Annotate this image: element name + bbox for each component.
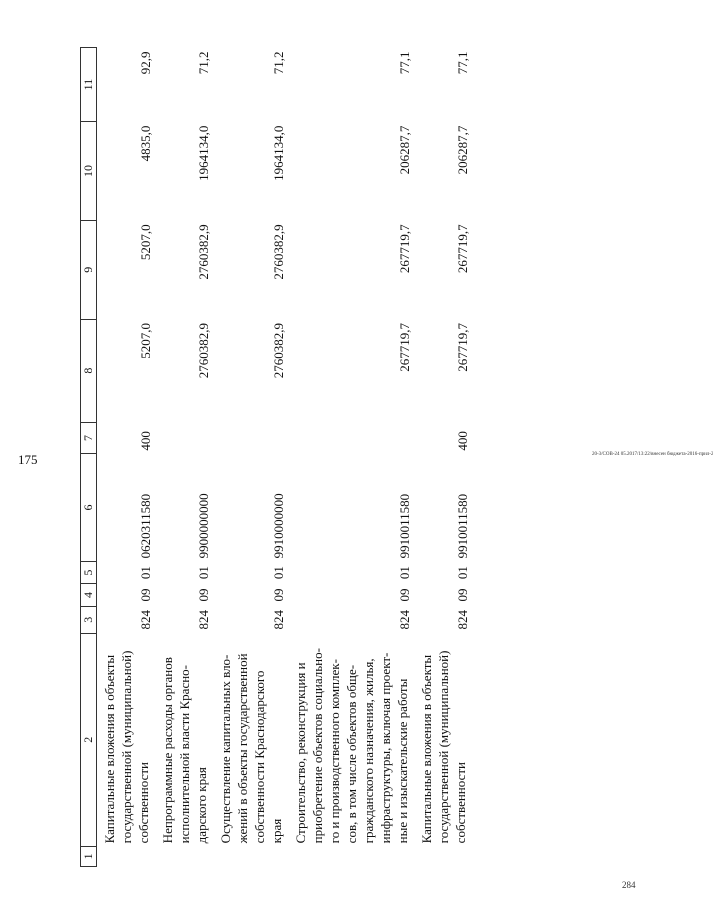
cell-executed-amount: 4835,0 [138,125,153,162]
cell-ministry-code: 824 [138,609,153,630]
cell-target-article: 9910011580 [397,493,412,559]
cell-approved-amount: 2760382,9 [196,323,211,379]
cell-executed-amount: 1964134,0 [271,125,286,181]
item-name-line: жений в объекты государственной [235,653,250,844]
header-col-7: 7 [81,422,97,453]
cell-item-name [213,633,288,846]
item-name-line: Капитальные вложения в объекты [102,654,117,844]
cell-expense-type: 400 [455,431,470,451]
corner-page-number: 284 [622,880,636,890]
item-name-line: исполнительной власти Красно- [177,664,192,844]
cell-row-number [155,846,213,866]
cell-row-number [97,846,156,866]
cell-execution-percent: 77,1 [397,51,412,75]
item-name-line: государственной (муниципальной) [119,650,134,844]
item-name-line: Строительство, реконструкция и [293,662,308,844]
cell-execution-percent: 71,2 [271,51,286,75]
cell-approved-amount: 267719,7 [455,323,470,372]
cell-subsection-code: 01 [271,566,286,580]
cell-subsection-code: 01 [138,566,153,580]
cell-item-name [414,633,472,846]
item-name-line: сов, в том числе объектов обще- [344,664,359,844]
cell-approved-amount: 5207,0 [138,323,153,359]
cell-section-code: 09 [397,588,412,602]
cell-item-name [288,633,414,846]
item-name-line: края [269,818,284,844]
header-col-8: 8 [81,319,97,422]
cell-expense-type: 400 [138,431,153,451]
cell-expense-type [288,422,414,453]
cell-target-article: 9910000000 [271,493,286,559]
cell-budget-list-amount: 5207,0 [138,224,153,261]
cell-section-code: 09 [455,588,470,602]
cell-expense-type [213,422,288,453]
header-col-6: 6 [81,454,97,562]
cell-execution-percent: 77,1 [455,51,470,75]
table-row [213,48,288,867]
cell-execution-percent: 71,2 [196,51,211,75]
cell-target-article: 0620311580 [138,493,153,559]
table-row [288,48,414,867]
header-col-2: 2 [81,633,97,846]
header-col-11: 11 [81,48,97,122]
cell-ministry-code: 824 [397,609,412,630]
header-col-9: 9 [81,220,97,319]
cell-item-name [155,633,213,846]
item-name-line: го и производственного комплек- [327,659,342,844]
item-name-line: инфраструктуры, включая проект- [378,652,393,844]
item-name-line: Капитальные вложения в объекты [419,654,434,844]
cell-budget-list-amount: 267719,7 [397,224,412,274]
cell-row-number [414,846,472,866]
cell-executed-amount: 206287,7 [455,125,470,175]
cell-section-code: 09 [138,588,153,602]
cell-row-number [213,846,288,866]
cell-executed-amount: 1964134,0 [196,125,211,181]
budget-table [80,47,472,867]
cell-subsection-code: 01 [397,566,412,580]
header-col-10: 10 [81,122,97,221]
item-name-line: дарского края [194,767,209,844]
cell-approved-amount: 267719,7 [397,323,412,372]
item-name-line: гражданского назначения, жилья, [361,658,376,844]
cell-target-article: 9900000000 [196,493,211,559]
item-name-line: приобретение объектов социально- [310,648,325,844]
item-name-line: собственности [453,761,468,844]
header-col-3: 3 [81,606,97,633]
cell-item-name [97,633,156,846]
budget-table-container [80,47,610,867]
header-col-4: 4 [81,584,97,606]
item-name-line: государственной (муниципальной) [436,650,451,844]
cell-execution-percent: 92,9 [138,51,153,75]
cell-ministry-code: 824 [455,609,470,630]
cell-ministry-code: 824 [271,609,286,630]
table-row [414,48,472,867]
cell-row-number [288,846,414,866]
cell-budget-list-amount: 2760382,9 [196,224,211,280]
header-col-5: 5 [81,561,97,583]
table-row [97,48,156,867]
cell-expense-type [155,422,213,453]
table-row [155,48,213,867]
cell-budget-list-amount: 2760382,9 [271,224,286,280]
cell-subsection-code: 01 [455,566,470,580]
cell-ministry-code: 824 [196,609,211,630]
item-name-line: собственности [136,761,151,844]
header-row [81,48,97,867]
header-col-1: 1 [81,846,97,866]
cell-executed-amount: 206287,7 [397,125,412,175]
cell-approved-amount: 2760382,9 [271,323,286,379]
item-name-line: ные и изыскательские работы [395,678,410,844]
cell-section-code: 09 [271,588,286,602]
cell-subsection-code: 01 [196,566,211,580]
cell-section-code: 09 [196,588,211,602]
item-name-line: собственности Краснодарского [252,670,267,844]
item-name-line: Непрограммные расходы органов [160,657,175,844]
cell-budget-list-amount: 267719,7 [455,224,470,274]
item-name-line: Осуществление капитальных вло- [218,654,233,844]
cell-target-article: 9910011580 [455,493,470,559]
page-number: 175 [18,452,38,467]
footer-code: 20-3/СОВ-24 05.2017/13:22/внесен бюджета-2016-прил-2 [592,452,713,457]
